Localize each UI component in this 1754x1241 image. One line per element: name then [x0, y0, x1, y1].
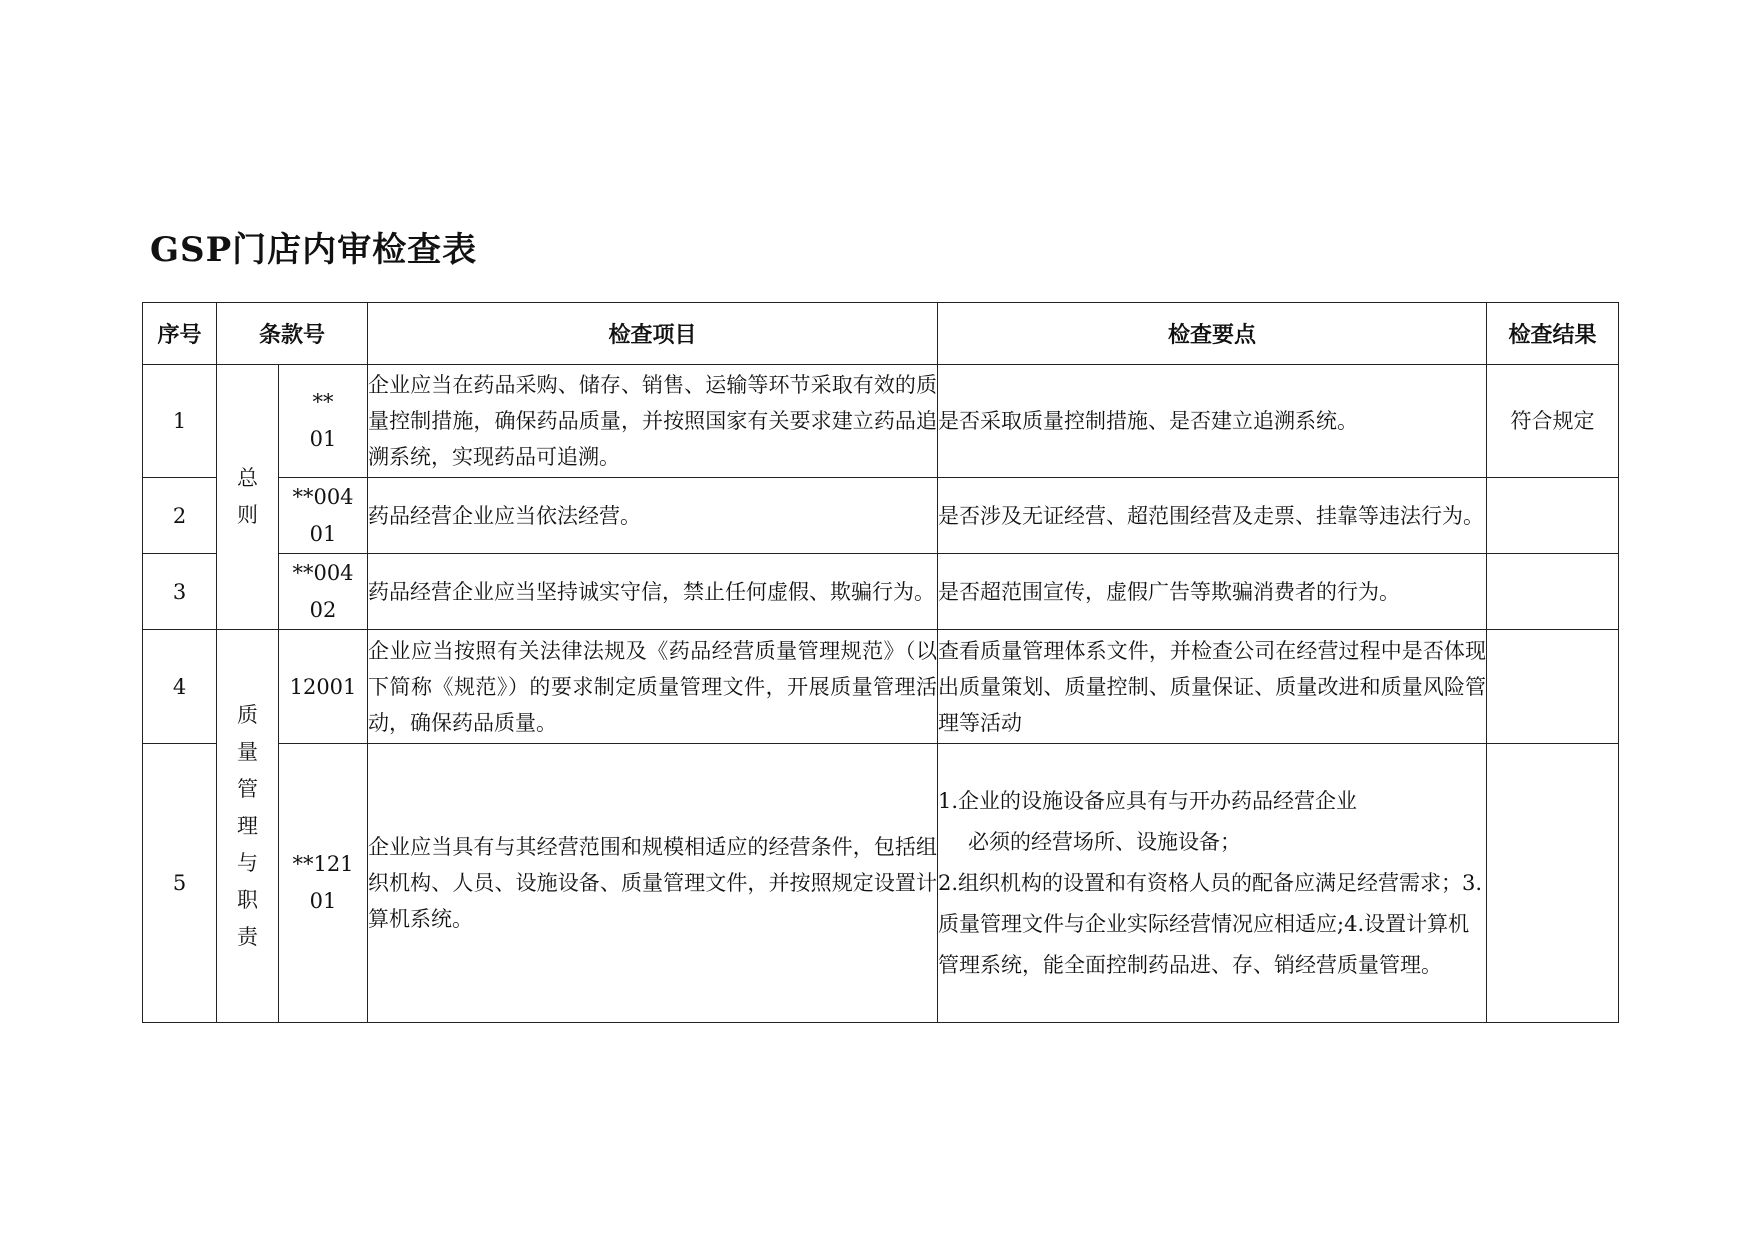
- row-result: 符合规定: [1487, 365, 1619, 478]
- clause-text: **00401: [292, 484, 354, 546]
- table-header-row: [143, 303, 1619, 365]
- page-title: GSP门店内审检查表: [150, 230, 478, 270]
- row-item: 药品经营企业应当依法经营。: [368, 478, 938, 554]
- clause-text: **01: [309, 390, 337, 451]
- row-item: 企业应当按照有关法律法规及《药品经营质量管理规范》（以下简称《规范》）的要求制定质量管理文件，开展质量管理活动，确保药品质量。: [368, 630, 938, 744]
- clause-text: **00402: [292, 560, 354, 622]
- row-clause: [279, 478, 368, 554]
- row-clause: 12001: [279, 630, 368, 744]
- header-points: 检查要点: [938, 303, 1487, 365]
- table-row: [143, 478, 1619, 554]
- group-label: 总则: [237, 466, 258, 527]
- points-text: 2.组织机构的设置和有资格人员的配备应满足经营需求；3.质量管理文件与企业实际经营情况应相适应;4.设置计算机管理系统，能全面控制药品进、存、销经营质量管理。: [938, 870, 1483, 977]
- row-result: [1487, 744, 1619, 1023]
- row-seq: 5: [143, 744, 217, 1023]
- clause-text: **12101: [292, 852, 354, 913]
- row-clause: [279, 744, 368, 1023]
- row-points: 查看质量管理体系文件，并检查公司在经营过程中是否体现出质量策划、质量控制、质量保证、质量改进和质量风险管理等活动: [938, 630, 1487, 744]
- row-result: [1487, 630, 1619, 744]
- group-label: 质量管理与职责: [237, 702, 258, 949]
- row-points: 是否涉及无证经营、超范围经营及走票、挂靠等违法行为。: [938, 478, 1487, 554]
- row-seq: 1: [143, 365, 217, 478]
- group-quality: [217, 630, 279, 1023]
- row-points: [938, 744, 1487, 1023]
- row-clause: [279, 554, 368, 630]
- row-result: [1487, 478, 1619, 554]
- group-general: [217, 365, 279, 630]
- table-row: [143, 744, 1619, 1023]
- row-seq: 3: [143, 554, 217, 630]
- row-item: 企业应当具有与其经营范围和规模相适应的经营条件，包括组织机构、人员、设施设备、质量管理文件，并按照规定设置计算机系统。: [368, 744, 938, 1023]
- header-item: 检查项目: [368, 303, 938, 365]
- row-item: 企业应当在药品采购、储存、销售、运输等环节采取有效的质量控制措施，确保药品质量，并按照国家有关要求建立药品追溯系统，实现药品可追溯。: [368, 365, 938, 478]
- header-result: 检查结果: [1487, 303, 1619, 365]
- row-item: 药品经营企业应当坚持诚实守信，禁止任何虚假、欺骗行为。: [368, 554, 938, 630]
- table-row: [143, 630, 1619, 744]
- row-points: 是否超范围宣传，虚假广告等欺骗消费者的行为。: [938, 554, 1487, 630]
- row-seq: 4: [143, 630, 217, 744]
- row-clause: [279, 365, 368, 478]
- points-line: 1.企业的设施设备应具有与开办药品经营企业: [938, 788, 1358, 813]
- header-seq: 序号: [143, 303, 217, 365]
- row-result: [1487, 554, 1619, 630]
- inspection-table: [142, 302, 1619, 1023]
- table-row: [143, 365, 1619, 478]
- points-line: 必须的经营场所、设施设备；: [968, 829, 1242, 854]
- table-row: [143, 554, 1619, 630]
- header-clause: 条款号: [217, 303, 368, 365]
- row-seq: 2: [143, 478, 217, 554]
- row-points: 是否采取质量控制措施、是否建立追溯系统。: [938, 365, 1487, 478]
